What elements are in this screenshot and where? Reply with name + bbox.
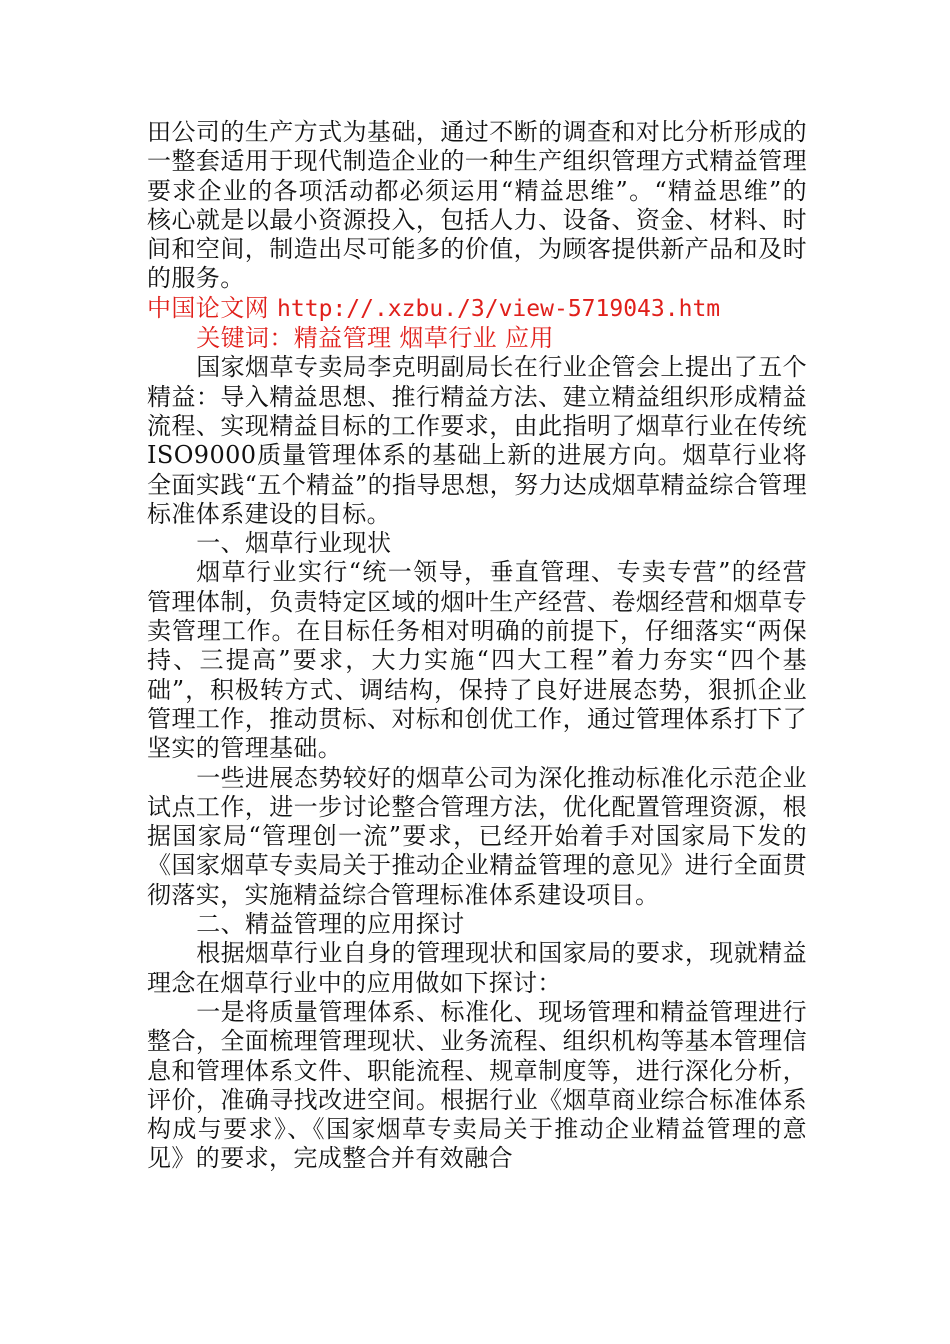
paragraph-1: 国家烟草专卖局李克明副局长在行业企管会上提出了五个精益：导入精益思想、推行精益方法、建立精益组织形成精益流程、实现精益目标的工作要求，由此指明了烟草行业在传统ISO9000质量管理体系的基础上新的进展方向。烟草行业将全面实践“五个精益”的指导思想，努力达成烟草精益综合管理标准体系建设的目标。: [147, 353, 807, 528]
source-label: 中国论文网: [147, 293, 269, 322]
section-heading-1: 一、烟草行业现状: [196, 529, 392, 558]
keywords-line: 关键词：精益管理 烟草行业 应用: [196, 324, 554, 353]
paragraph-4: 根据烟草行业自身的管理现状和国家局的要求，现就精益理念在烟草行业中的应用做如下探讨：: [147, 939, 807, 997]
paragraph-5: 一是将质量管理体系、标准化、现场管理和精益管理进行整合，全面梳理管理现状、业务流程、组织机构等基本管理信息和管理体系文件、职能流程、规章制度等，进行深化分析，评价，准确寻找改进空间。根据行业《烟草商业综合标准体系 构成与要求》、《国家烟草专卖局关于推动企业精益管理的意见》的要求，完成整合并有效融合: [147, 997, 807, 1173]
source-url[interactable]: http://.xzbu./3/view-5719043.htm: [277, 295, 721, 322]
section-heading-2: 二、精益管理的应用探讨: [196, 910, 465, 939]
source-line: [147, 294, 807, 324]
intro-paragraph: 田公司的生产方式为基础，通过不断的调查和对比分析形成的一整套适用于现代制造企业的一种生产组织管理方式精益管理要求企业的各项活动都必须运用“精益思维”。“精益思维”的核心就是以最小资源投入，包括人力、设备、资金、材料、时间和空间，制造出尽可能多的价值，为顾客提供新产品和及时的服务。: [147, 118, 807, 293]
document-page: [147, 118, 807, 1174]
paragraph-3: 一些进展态势较好的烟草公司为深化推动标准化示范企业试点工作，进一步讨论整合管理方法，优化配置管理资源，根据国家局“管理创一流”要求，已经开始着手对国家局下发的《国家烟草专卖局关于推动企业精益管理的意见》进行全面贯彻落实，实施精益综合管理标准体系建设项目。: [147, 763, 807, 909]
paragraph-2: 烟草行业实行“统一领导，垂直管理、专卖专营”的经营管理体制，负责特定区域的烟叶生产经营、卷烟经营和烟草专卖管理工作。在目标任务相对明确的前提下，仔细落实“两保持、三提高”要求，大力实施“四大工程”着力夯实“四个基础”，积极转方式、调结构，保持了良好进展态势，狠抓企业管理工作，推动贯标、对标和创优工作，通过管理体系打下了坚实的管理基础。: [147, 558, 807, 763]
